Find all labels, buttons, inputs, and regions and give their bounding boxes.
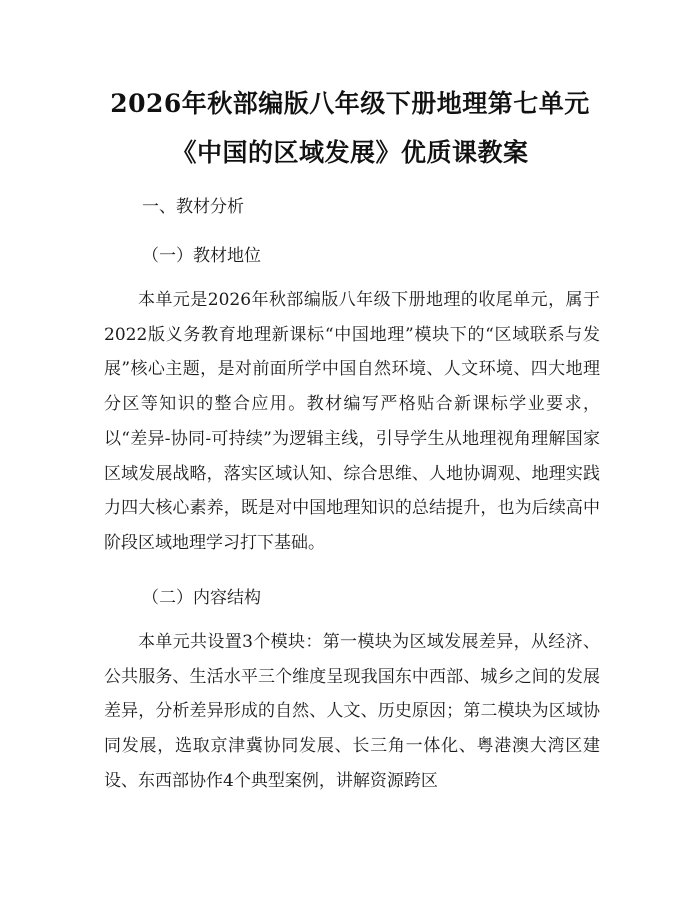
document-title-line-2: 《中国的区域发展》优质课教案 [171, 138, 529, 167]
paragraph-content-structure: 本单元共设置3个模块：第一模块为区域发展差异，从经济、公共服务、生活水平三个维度呈现我国东中西部、城乡之间的发展差异，分析差异形成的自然、人文、历史原因；第二模块为区域协同发展，选取京津冀协同发展、长三角一体化、粤港澳大湾区建设、东西部协作4个典型案例，讲解资源跨区 [104, 632, 600, 791]
subsection-heading-material-position: （一）教材地位 [142, 246, 261, 266]
subsection-heading-content-structure: （二）内容结构 [142, 588, 261, 608]
document-title-line-1: 2026年秋部编版八年级下册地理第七单元 [110, 89, 590, 118]
section-heading-teaching-material-analysis: 一、教材分析 [142, 197, 244, 217]
paragraph-material-position: 本单元是2026年秋部编版八年级下册地理的收尾单元，属于2022版义务教育地理新课标“中国地理”模块下的“区域联系与发展”核心主题，是对前面所学中国自然环境、人文环境、四大地理分区等知识的整合应用。教材编写严格贴合新课标学业要求，以“差异-协同-可持续”为逻辑主线，引导学生从地理视角理解国家区域发展战略，落实区域认知、综合思维、人地协调观、地理实践力四大核心素养，既是对中国地理知识的总结提升，也为后续高中阶段区域地理学习打下基础。 [104, 290, 600, 553]
